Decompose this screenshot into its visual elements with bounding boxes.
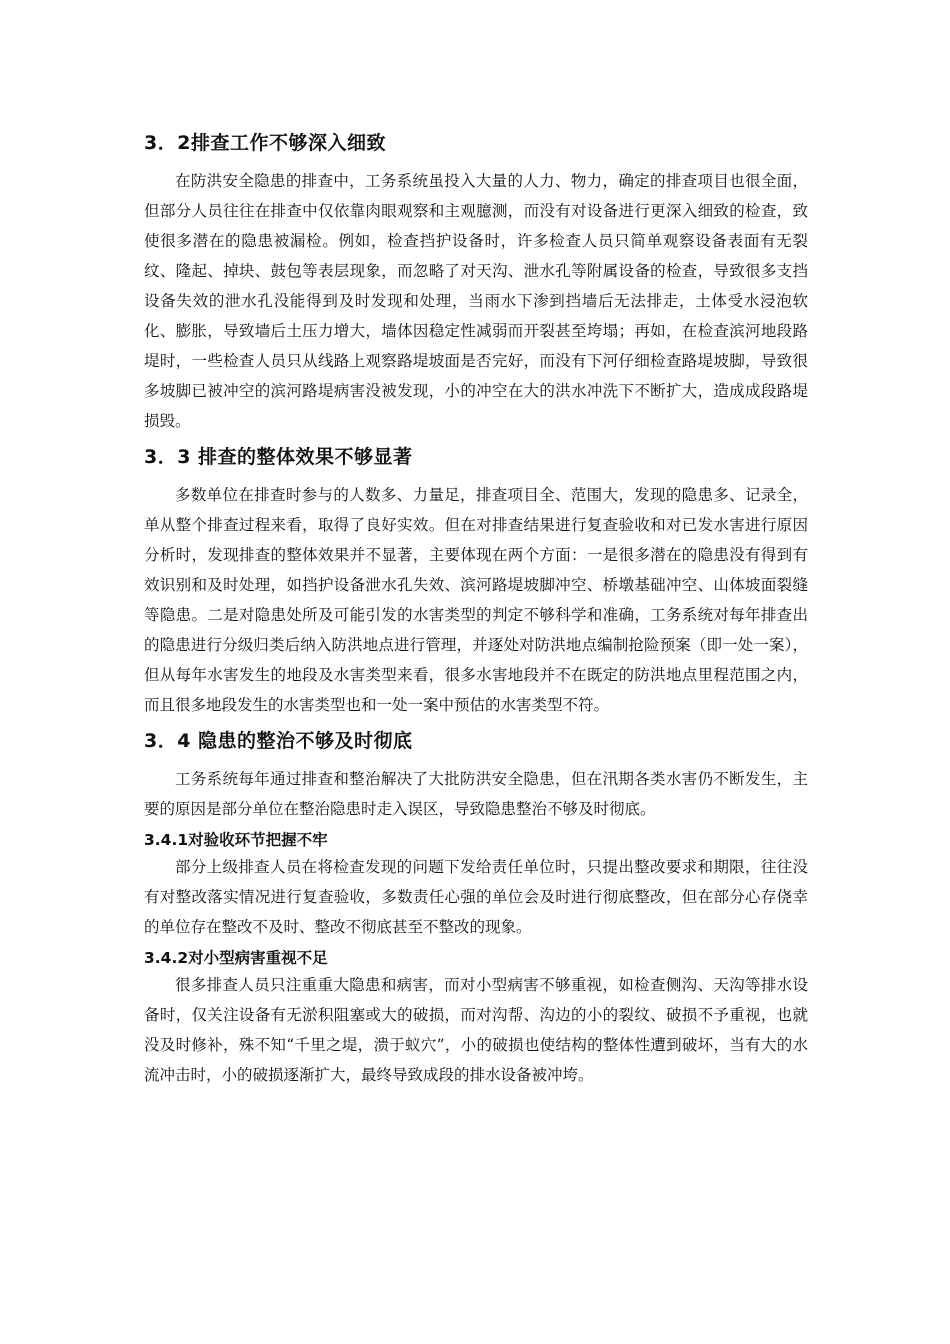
section-heading: 3．2排查工作不够深入细致 — [144, 132, 386, 154]
subsection-paragraph: 很多排查人员只注重重大隐患和病害，而对小型病害不够重视，如检查侧沟、天沟等排水设备时，仅关注设备有无淤积阻塞或大的破损，而对沟帮、沟边的小的裂纹、破损不予重视，也就没及时修补，殊不知“千里之堤，溃于蚁穴”，小的破损也使结构的整体性遭到破坏，当有大的水流冲击时，小的破损逐渐扩大，最终导致成段的排水设备被冲垮。 — [144, 976, 808, 1084]
section-3-3 — [144, 442, 808, 720]
section-paragraph: 工务系统每年通过排查和整治解决了大批防洪安全隐患，但在汛期各类水害仍不断发生，主要的原因是部分单位在整治隐患时走入误区，导致隐患整治不够及时彻底。 — [144, 770, 808, 818]
section-paragraph: 在防洪安全隐患的排查中，工务系统虽投入大量的人力、物力，确定的排查项目也很全面，但部分人员往往在排查中仅依靠肉眼观察和主观臆测，而没有对设备进行更深入细致的检查，致使很多潜在的隐患被漏检。例如，检查挡护设备时，许多检查人员只简单观察设备表面有无裂纹、隆起、掉块、鼓包等表层现象，而忽略了对天沟、泄水孔等附属设备的检查，导致很多支挡设备失效的泄水孔没能得到及时发现和处理，当雨水下渗到挡墙后无法排走，土体受水浸泡软化、膨胀，导致墙后土压力增大，墙体因稳定性减弱而开裂甚至垮塌；再如，在检查滨河地段路堤时，一些检查人员只从线路上观察路堤坡面是否完好，而没有下河仔细检查路堤坡脚，导致很多坡脚已被冲空的滨河路堤病害没被发现，小的冲空在大的洪水冲洗下不断扩大，造成成段路堤损毁。 — [144, 172, 808, 430]
section-3-2 — [144, 128, 808, 436]
document-page — [144, 128, 808, 1096]
subsection-3-4-1 — [144, 828, 808, 942]
section-heading: 3．3 排查的整体效果不够显著 — [144, 446, 413, 468]
subsection-3-4-2 — [144, 946, 808, 1090]
subsection-heading: 3.4.1对验收环节把握不牢 — [144, 831, 328, 849]
section-paragraph: 多数单位在排查时参与的人数多、力量足，排查项目全、范围大，发现的隐患多、记录全，单从整个排查过程来看，取得了良好实效。但在对排查结果进行复查验收和对已发水害进行原因分析时，发现排查的整体效果并不显著，主要体现在两个方面：一是很多潜在的隐患没有得到有效识别和及时处理，如挡护设备泄水孔失效、滨河路堤坡脚冲空、桥墩基础冲空、山体坡面裂缝等隐患。二是对隐患处所及可能引发的水害类型的判定不够科学和准确，工务系统对每年排查出的隐患进行分级归类后纳入防洪地点进行管理，并逐处对防洪地点编制抢险预案（即一处一案），但从每年水害发生的地段及水害类型来看，很多水害地段并不在既定的防洪地点里程范围之内，而且很多地段发生的水害类型也和一处一案中预估的水害类型不符。 — [144, 486, 808, 714]
section-heading: 3．4 隐患的整治不够及时彻底 — [144, 730, 413, 752]
section-3-4 — [144, 726, 808, 1090]
subsection-paragraph: 部分上级排查人员在将检查发现的问题下发给责任单位时，只提出整改要求和期限，往往没有对整改落实情况进行复查验收，多数责任心强的单位会及时进行彻底整改，但在部分心存侥幸的单位存在整改不及时、整改不彻底甚至不整改的现象。 — [144, 858, 808, 936]
subsection-heading: 3.4.2对小型病害重视不足 — [144, 949, 328, 967]
